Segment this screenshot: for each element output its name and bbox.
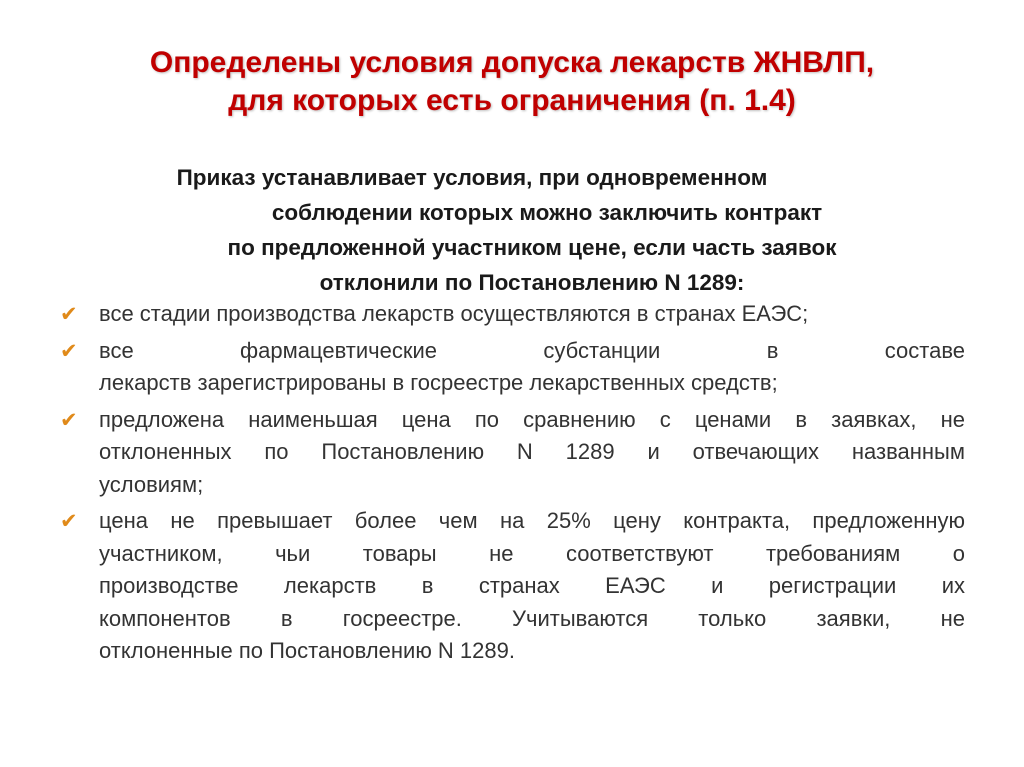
- condition-item-3: [60, 404, 965, 502]
- condition-line: отклоненных по Постановлению N 1289 и отвечающих названным: [99, 439, 965, 464]
- check-icon: ✔: [60, 338, 78, 363]
- condition-item-2: [60, 335, 965, 400]
- intro-line-4: отклонили по Постановлению N 1289:: [319, 270, 745, 295]
- condition-line: участником, чьи товары не соответствуют требованиям о: [99, 540, 965, 566]
- condition-line: лекарств зарегистрированы в госреестре лекарственных средств;: [99, 370, 778, 395]
- intro-line-3: по предложенной участником цене, если часть заявок: [227, 235, 837, 260]
- intro-line-1: Приказ устанавливает условия, при одновременном: [176, 165, 768, 190]
- intro-paragraph: [0, 160, 1024, 300]
- condition-line: цена не превышает более чем на 25% цену контракта, предложенную: [99, 508, 965, 533]
- condition-line: условиям;: [99, 471, 204, 497]
- condition-line: компонентов в госреестре. Учитываются только заявки, не: [99, 605, 965, 631]
- condition-line: производстве лекарств в странах ЕАЭС и регистрации их: [99, 573, 965, 598]
- condition-line: предложена наименьшая цена по сравнению с ценами в заявках, не: [99, 406, 965, 432]
- condition-line: отклоненные по Постановлению N 1289.: [99, 638, 515, 663]
- check-icon: ✔: [60, 302, 78, 326]
- condition-item-4: [60, 505, 965, 668]
- check-icon: ✔: [60, 407, 78, 432]
- check-icon: ✔: [60, 509, 78, 533]
- condition-line: все стадии производства лекарств осуществляются в странах ЕАЭС;: [99, 301, 809, 326]
- slide-title-line-1: Определены условия допуска лекарств ЖНВЛП,: [149, 46, 875, 79]
- conditions-list: [60, 298, 965, 672]
- slide-title-line-2: для которых есть ограничения (п. 1.4): [228, 84, 796, 117]
- condition-line: все фармацевтические субстанции в составе: [99, 337, 965, 363]
- condition-item-1: [60, 298, 965, 331]
- intro-line-2: соблюдении которых можно заключить контракт: [271, 200, 823, 225]
- slide-title: [0, 44, 1024, 120]
